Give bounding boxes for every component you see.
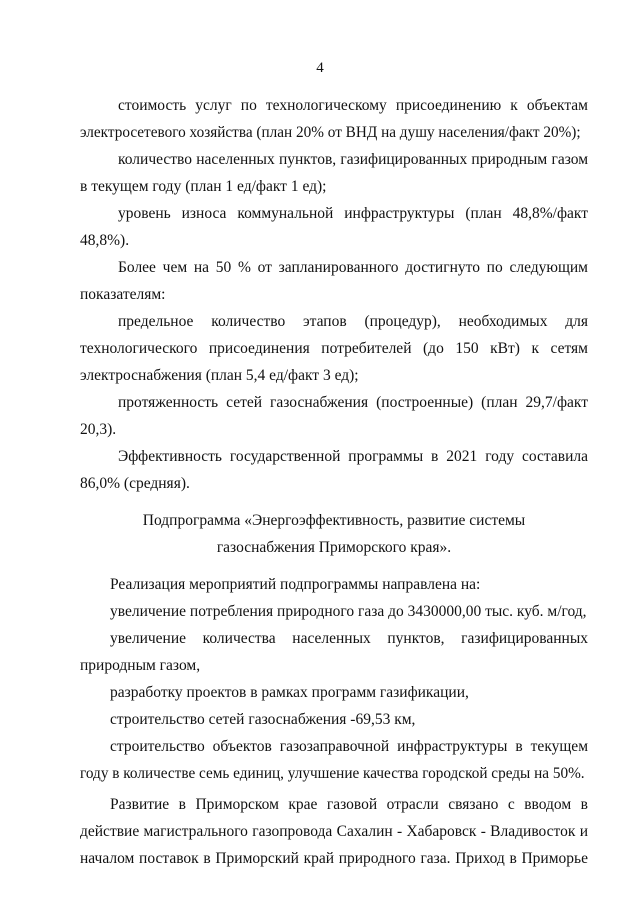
text-line: увеличение количества населенных пунктов, газифицированных	[110, 630, 588, 647]
text-line: году в количестве семь единиц, улучшение качества городской среды на 50%.	[80, 765, 585, 782]
text-line: Более чем на 50 % от запланированного достигнуто по следующим	[118, 259, 588, 276]
text-line: стоимость услуг по технологическому присоединению к объектам	[118, 97, 588, 114]
text-line: увеличение потребления природного газа до 3430000,00 тыс. куб. м/год,	[110, 603, 587, 620]
text-line: показателям:	[80, 286, 166, 303]
text-line: уровень износа коммунальной инфраструктуры (план 48,8%/факт	[118, 205, 588, 222]
text-line: разработку проектов в рамках программ газификации,	[110, 684, 469, 701]
text-line: электроснабжения (план 5,4 ед/факт 3 ед);	[80, 367, 359, 384]
text-line: строительство сетей газоснабжения -69,53 км,	[110, 711, 416, 728]
text-line: электросетевого хозяйства (план 20% от ВНД на душу населения/факт 20%);	[80, 124, 581, 141]
text-line: 48,8%).	[80, 232, 130, 249]
text-line: 86,0% (средняя).	[80, 475, 190, 492]
text-line: предельное количество этапов (процедур), необходимых для	[118, 313, 588, 330]
text-line: 20,3).	[80, 421, 117, 438]
text-line: действие магистрального газопровода Сахалин - Хабаровск - Владивосток и	[80, 823, 588, 840]
subprogram-heading-line-2: газоснабжения Приморского края».	[216, 539, 452, 556]
text-line: началом поставок в Приморский край природного газа. Приход в Приморье	[80, 850, 588, 867]
text-line: строительство объектов газозаправочной инфраструктуры в текущем	[110, 738, 588, 755]
text-line: протяженность сетей газоснабжения (построенные) (план 29,7/факт	[118, 394, 588, 411]
text-line: количество населенных пунктов, газифицированных природным газом	[118, 151, 588, 168]
text-line: Реализация мероприятий подпрограммы направлена на:	[110, 576, 481, 593]
subprogram-heading-line-1: Подпрограмма «Энергоэффективность, развитие системы	[142, 512, 526, 529]
text-line: природным газом,	[80, 657, 201, 674]
page-number: 4	[316, 60, 324, 76]
text-line: технологического присоединения потребителей (до 150 кВт) к сетям	[80, 340, 588, 357]
text-line: Развитие в Приморском крае газовой отрасли связано с вводом в	[110, 796, 588, 813]
text-line: Эффективность государственной программы в 2021 году составила	[118, 448, 588, 465]
text-line: в текущем году (план 1 ед/факт 1 ед);	[80, 178, 327, 195]
